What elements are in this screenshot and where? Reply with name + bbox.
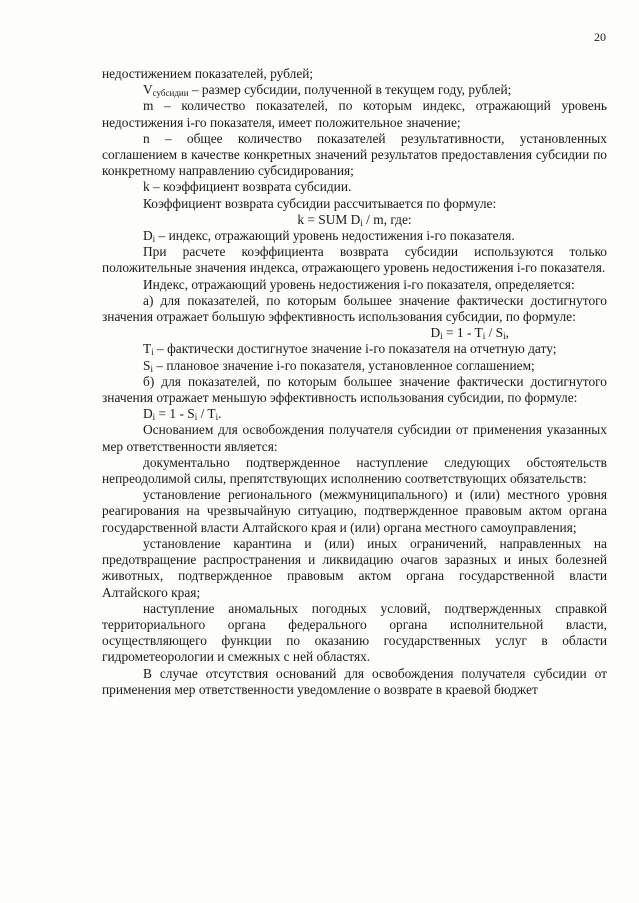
page-number: 20 — [594, 30, 606, 44]
paragraph: n – общее количество показателей результативности, установленных соглашением в качестве конкретных значений результатов предоставления субсидии по конкретному направлению субсидирования; — [102, 130, 607, 179]
paragraph: $S_i$ – плановое значение i-го показателя, установленное соглашением; — [143, 357, 535, 374]
paragraph: б) для показателей, по которым большее значение фактически достигнутого значения отражает меньшую эффективность использования субсидии, по формуле: — [102, 373, 607, 406]
paragraph: Индекс, отражающий уровень недостижения i-го показателя, определяется: — [143, 276, 575, 292]
paragraph: $D_i$ – индекс, отражающий уровень недостижения i-го показателя. — [143, 228, 515, 245]
document-body — [102, 66, 607, 698]
paragraph: m – количество показателей, по которым индекс, отражающий уровень недостижения i-го показателя, имеет положительное значение; — [102, 98, 607, 130]
formula: $D_i = 1 - T_i / S_i$, — [430, 325, 509, 342]
paragraph: документально подтвержденное наступление следующих обстоятельств непреодолимой силы, препятствующих исполнению соответствующих обязательств: — [102, 454, 607, 487]
paragraph: В случае отсутствия оснований для освобождения получателя субсидии от применения мер ответственности уведомление о возврате в краевой бюджет — [102, 665, 607, 697]
formula: $D_i = 1 - S_i / T_i$. — [143, 406, 222, 423]
paragraph: установление карантина и (или) иных ограничений, направленных на предотвращение распространения и ликвидацию очагов заразных и иных болезней животных, подтвержденное правовым актом органа государственной власти Алтайского края; — [102, 535, 607, 600]
paragraph: k – коэффициент возврата субсидии. — [143, 179, 352, 195]
paragraph: недостижением показателей, рублей; — [102, 66, 314, 81]
formula: k = SUM $D_i$ / m, где: — [297, 211, 412, 228]
paragraph: а) для показателей, по которым большее значение фактически достигнутого значения отражает большую эффективность использования субсидии, по формуле: — [102, 292, 607, 325]
paragraph: Основанием для освобождения получателя субсидии от применения указанных мер ответственности является: — [102, 422, 607, 454]
paragraph: наступление аномальных погодных условий, подтвержденных справкой территориального органа федерального органа исполнительной власти, осуществляющего функции по оказанию государственных услуг в области гидрометеорологии и смежных с ней областях. — [102, 600, 607, 665]
paragraph: $V_{субсидии}$ – размер субсидии, полученной в текущем году, рублей; — [143, 82, 512, 99]
paragraph: При расчете коэффициента возврата субсидии используются только положительные значения индекса, отражающего уровень недостижения i-го показателя. — [102, 244, 607, 276]
paragraph: Коэффициент возврата субсидии рассчитывается по формуле: — [143, 195, 497, 211]
paragraph: установление регионального (межмуниципального) и (или) местного уровня реагирования на чрезвычайную ситуацию, подтвержденное правовым актом органа государственной власти Алтайского края и (или) органа местного самоуправления; — [102, 487, 607, 535]
paragraph: $T_i$ – фактически достигнутое значение i-го показателя на отчетную дату; — [143, 341, 557, 358]
